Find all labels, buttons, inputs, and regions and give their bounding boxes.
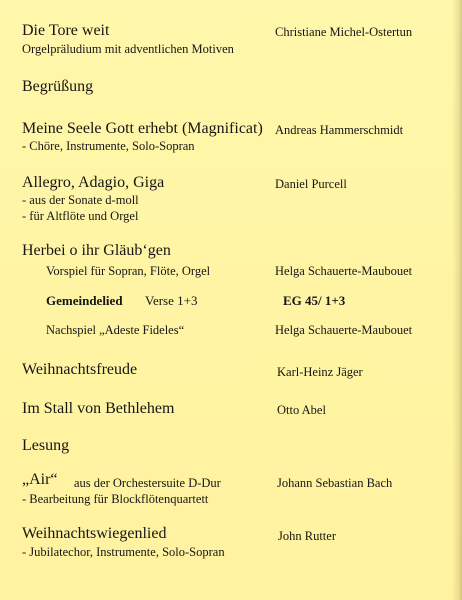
hymn-reference: EG 45/ 1+3 <box>283 293 346 308</box>
item-detail: - Jubilatechor, Instrumente, Solo-Sopran <box>22 545 225 559</box>
item-title: „Air“ <box>22 471 58 488</box>
item-composer: Otto Abel <box>277 403 326 417</box>
item-title: Im Stall von Bethlehem <box>22 400 175 417</box>
item-detail: Orgelpräludium mit adventlichen Motiven <box>22 42 234 56</box>
item-subline: Vorspiel für Sopran, Flöte, Orgel <box>46 264 211 278</box>
item-title: Meine Seele Gott erhebt (Magnificat) <box>22 120 263 137</box>
item-composer: John Rutter <box>278 529 336 543</box>
item-detail: - für Altflöte und Orgel <box>22 209 139 223</box>
item-title-note: aus der Orchestersuite D-Dur <box>74 476 221 490</box>
item-composer: Christiane Michel-Ostertun <box>275 25 413 39</box>
item-composer: Helga Schauerte-Maubouet <box>275 264 413 278</box>
item-title: Weihnachtsfreude <box>22 361 138 378</box>
item-title: Weihnachtswiegenlied <box>22 525 167 542</box>
item-title: Die Tore weit <box>22 22 110 39</box>
item-title: Allegro, Adagio, Giga <box>22 174 165 191</box>
item-title: Lesung <box>22 437 70 454</box>
item-detail: - Bearbeitung für Blockflötenquartett <box>22 492 209 506</box>
item-composer: Helga Schauerte-Maubouet <box>275 323 413 337</box>
item-composer: Daniel Purcell <box>275 177 347 191</box>
item-composer: Johann Sebastian Bach <box>277 476 393 490</box>
item-composer: Karl-Heinz Jäger <box>277 365 363 379</box>
item-subline: Nachspiel „Adeste Fideles“ <box>46 323 185 337</box>
item-title: Herbei o ihr Gläub‘gen <box>22 242 171 259</box>
item-composer: Andreas Hammerschmidt <box>275 123 404 137</box>
page-edge-shadow <box>452 0 462 600</box>
hymn-verses: Verse 1+3 <box>145 293 198 308</box>
hymn-label: Gemeindelied <box>46 293 123 308</box>
item-detail: - aus der Sonate d-moll <box>22 193 139 207</box>
item-title: Begrüßung <box>22 78 94 95</box>
item-detail: - Chöre, Instrumente, Solo-Sopran <box>22 139 195 153</box>
